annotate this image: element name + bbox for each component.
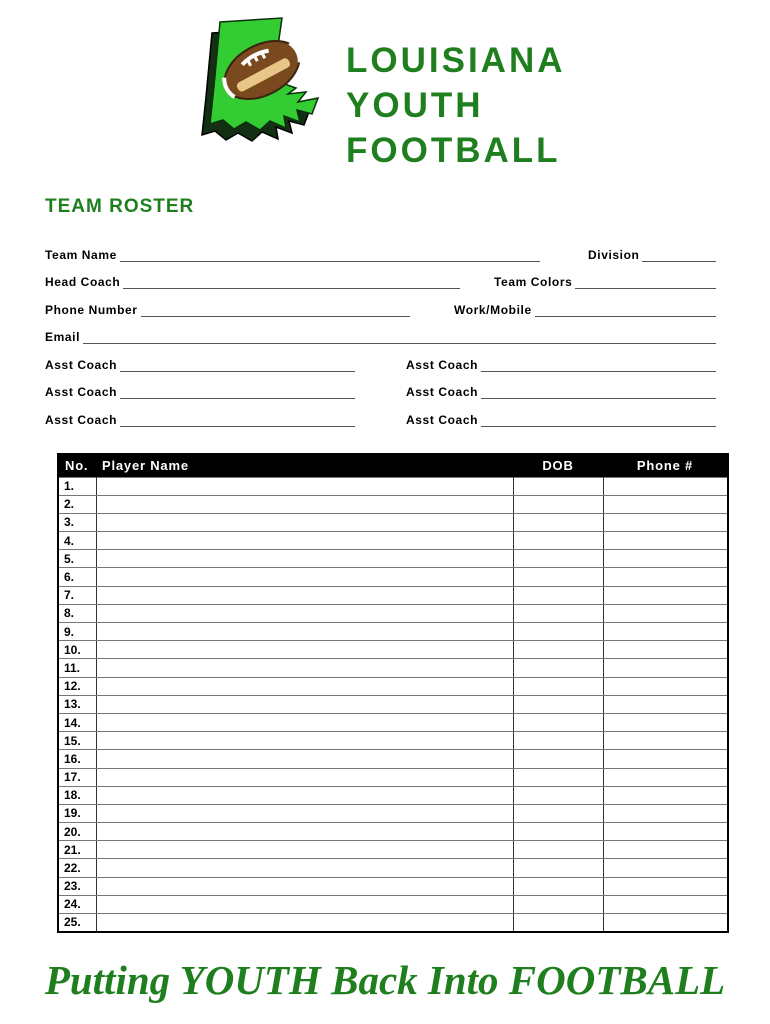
row-number-cell: 1.: [58, 477, 96, 495]
division-input[interactable]: [642, 249, 716, 262]
email-label: Email: [45, 330, 81, 344]
phone-cell[interactable]: [603, 713, 728, 731]
player-name-cell[interactable]: [96, 586, 513, 604]
team-name-field: [45, 248, 540, 262]
dob-cell[interactable]: [513, 786, 603, 804]
asst-coach-2-label: Asst Coach: [406, 357, 479, 372]
org-name: [346, 14, 566, 179]
table-row: [58, 623, 728, 641]
asst-coach-1-input[interactable]: [120, 359, 355, 372]
row-number-cell: 18.: [58, 786, 96, 804]
phone-cell[interactable]: [603, 495, 728, 513]
phone-cell[interactable]: [603, 623, 728, 641]
player-name-cell[interactable]: [96, 804, 513, 822]
email-input[interactable]: [83, 331, 716, 344]
table-row: [58, 877, 728, 895]
asst-coach-6-label: Asst Coach: [406, 412, 479, 427]
player-name-cell[interactable]: [96, 604, 513, 622]
phone-cell[interactable]: [603, 877, 728, 895]
form-row-1: [45, 234, 716, 262]
asst-coach-3-field: [45, 385, 355, 399]
head-coach-label: Head Coach: [45, 275, 121, 289]
player-name-cell[interactable]: [96, 859, 513, 877]
asst-coach-5-label: Asst Coach: [45, 412, 118, 427]
dob-cell[interactable]: [513, 477, 603, 495]
table-row: [58, 786, 728, 804]
dob-cell[interactable]: [513, 914, 603, 932]
table-row: [58, 586, 728, 604]
work-mobile-label: Work/Mobile: [454, 302, 532, 317]
player-name-cell[interactable]: [96, 513, 513, 531]
asst-coach-1-field: [45, 358, 355, 372]
row-number-cell: 17.: [58, 768, 96, 786]
dob-cell[interactable]: [513, 659, 603, 677]
player-name-cell[interactable]: [96, 768, 513, 786]
asst-coach-4-label: Asst Coach: [406, 385, 479, 399]
louisiana-state-football-icon: [196, 14, 336, 179]
asst-coach-2-field: [406, 358, 716, 372]
division-label: Division: [588, 247, 640, 262]
asst-coach-1-label: Asst Coach: [45, 357, 118, 372]
row-number-cell: 19.: [58, 804, 96, 822]
row-number-cell: 16.: [58, 750, 96, 768]
dob-cell[interactable]: [513, 623, 603, 641]
row-number-cell: 11.: [58, 659, 96, 677]
dob-cell[interactable]: [513, 695, 603, 713]
table-row: [58, 641, 728, 659]
table-row: [58, 804, 728, 822]
form-row-3: [45, 289, 716, 317]
team-colors-input[interactable]: [575, 276, 716, 289]
phone-cell[interactable]: [603, 659, 728, 677]
head-coach-field: [45, 275, 460, 289]
phone-cell[interactable]: [603, 841, 728, 859]
team-name-input[interactable]: [120, 249, 540, 262]
player-name-cell[interactable]: [96, 786, 513, 804]
row-number-cell: 2.: [58, 495, 96, 513]
asst-coach-5-field: [45, 413, 355, 427]
page-title: TEAM ROSTER: [45, 196, 195, 217]
phone-cell[interactable]: [603, 804, 728, 822]
table-row: [58, 713, 728, 731]
row-number-cell: 4.: [58, 532, 96, 550]
player-name-cell[interactable]: [96, 713, 513, 731]
dob-cell[interactable]: [513, 586, 603, 604]
row-number-cell: 8.: [58, 604, 96, 622]
phone-cell[interactable]: [603, 823, 728, 841]
row-number-cell: 6.: [58, 568, 96, 586]
column-header-dob: DOB: [513, 454, 603, 477]
row-number-cell: 24.: [58, 895, 96, 913]
row-number-cell: 25.: [58, 914, 96, 932]
dob-cell[interactable]: [513, 513, 603, 531]
dob-cell[interactable]: [513, 550, 603, 568]
org-name-line2: YOUTH: [346, 86, 484, 125]
table-row: [58, 659, 728, 677]
dob-cell[interactable]: [513, 895, 603, 913]
dob-cell[interactable]: [513, 532, 603, 550]
column-header-player-name: Player Name: [96, 454, 513, 477]
dob-cell[interactable]: [513, 841, 603, 859]
row-number-cell: 23.: [58, 877, 96, 895]
player-name-cell[interactable]: [96, 659, 513, 677]
player-name-cell[interactable]: [96, 641, 513, 659]
row-number-cell: 12.: [58, 677, 96, 695]
asst-coach-4-field: [406, 385, 716, 399]
asst-coach-2-input[interactable]: [481, 359, 716, 372]
dob-cell[interactable]: [513, 568, 603, 586]
table-row: [58, 568, 728, 586]
row-number-cell: 5.: [58, 550, 96, 568]
org-logo: [196, 14, 566, 179]
phone-cell[interactable]: [603, 695, 728, 713]
phone-cell[interactable]: [603, 732, 728, 750]
row-number-cell: 15.: [58, 732, 96, 750]
table-row: [58, 732, 728, 750]
table-row: [58, 550, 728, 568]
table-row: [58, 513, 728, 531]
row-number-cell: 22.: [58, 859, 96, 877]
player-name-cell[interactable]: [96, 732, 513, 750]
player-name-cell[interactable]: [96, 677, 513, 695]
division-field: [588, 248, 716, 262]
phone-cell[interactable]: [603, 914, 728, 932]
player-name-cell[interactable]: [96, 750, 513, 768]
phone-cell[interactable]: [603, 513, 728, 531]
dob-cell[interactable]: [513, 859, 603, 877]
row-number-cell: 14.: [58, 713, 96, 731]
head-coach-input[interactable]: [123, 276, 460, 289]
dob-cell[interactable]: [513, 641, 603, 659]
asst-coach-5-input[interactable]: [120, 414, 355, 427]
asst-coach-3-label: Asst Coach: [45, 385, 118, 399]
row-number-cell: 21.: [58, 841, 96, 859]
org-name-line1: LOUISIANA: [346, 41, 566, 80]
table-row: [58, 823, 728, 841]
row-number-cell: 13.: [58, 695, 96, 713]
asst-coach-6-input[interactable]: [481, 414, 716, 427]
dob-cell[interactable]: [513, 823, 603, 841]
dob-cell[interactable]: [513, 604, 603, 622]
table-row: [58, 604, 728, 622]
phone-cell[interactable]: [603, 604, 728, 622]
player-name-cell[interactable]: [96, 823, 513, 841]
row-number-cell: 3.: [58, 513, 96, 531]
row-number-cell: 20.: [58, 823, 96, 841]
asst-coach-4-input[interactable]: [481, 386, 716, 399]
phone-number-field: [45, 303, 410, 317]
table-row: [58, 677, 728, 695]
form-row-5: [45, 344, 716, 372]
work-mobile-field: [454, 303, 716, 317]
player-name-cell[interactable]: [96, 914, 513, 932]
team-info-form: [45, 234, 716, 427]
dob-cell[interactable]: [513, 877, 603, 895]
player-name-cell[interactable]: [96, 895, 513, 913]
team-colors-field: [494, 275, 716, 289]
roster-table: [57, 453, 729, 933]
column-header-no: No.: [58, 454, 96, 477]
player-name-cell[interactable]: [96, 695, 513, 713]
phone-cell[interactable]: [603, 768, 728, 786]
email-field: [45, 330, 716, 344]
row-number-cell: 9.: [58, 623, 96, 641]
phone-cell[interactable]: [603, 477, 728, 495]
player-name-cell[interactable]: [96, 495, 513, 513]
table-row: [58, 495, 728, 513]
asst-coach-6-field: [406, 413, 716, 427]
form-row-6: [45, 372, 716, 400]
phone-cell[interactable]: [603, 532, 728, 550]
phone-cell[interactable]: [603, 568, 728, 586]
table-row: [58, 532, 728, 550]
roster-table-head-row: [58, 454, 728, 477]
phone-cell[interactable]: [603, 677, 728, 695]
player-name-cell[interactable]: [96, 532, 513, 550]
player-name-cell[interactable]: [96, 623, 513, 641]
team-name-label: Team Name: [45, 247, 117, 262]
work-mobile-input[interactable]: [535, 304, 716, 317]
table-row: [58, 695, 728, 713]
phone-cell[interactable]: [603, 786, 728, 804]
player-name-cell[interactable]: [96, 550, 513, 568]
dob-cell[interactable]: [513, 713, 603, 731]
player-name-cell[interactable]: [96, 568, 513, 586]
footer-tagline: Putting YOUTH Back Into FOOTBALL: [44, 957, 726, 1003]
phone-cell[interactable]: [603, 895, 728, 913]
row-number-cell: 10.: [58, 641, 96, 659]
row-number-cell: 7.: [58, 586, 96, 604]
dob-cell[interactable]: [513, 804, 603, 822]
player-name-cell[interactable]: [96, 841, 513, 859]
column-header-phone: Phone #: [603, 454, 728, 477]
player-name-cell[interactable]: [96, 877, 513, 895]
phone-cell[interactable]: [603, 859, 728, 877]
form-row-2: [45, 262, 716, 290]
dob-cell[interactable]: [513, 768, 603, 786]
table-row: [58, 914, 728, 932]
table-row: [58, 768, 728, 786]
asst-coach-3-input[interactable]: [120, 386, 355, 399]
table-row: [58, 895, 728, 913]
table-row: [58, 750, 728, 768]
org-name-line3: FOOTBALL: [346, 131, 561, 170]
form-row-7: [45, 399, 716, 427]
dob-cell[interactable]: [513, 677, 603, 695]
phone-cell[interactable]: [603, 641, 728, 659]
phone-cell[interactable]: [603, 550, 728, 568]
phone-number-label: Phone Number: [45, 302, 138, 317]
dob-cell[interactable]: [513, 750, 603, 768]
table-row: [58, 477, 728, 495]
phone-cell[interactable]: [603, 586, 728, 604]
phone-cell[interactable]: [603, 750, 728, 768]
form-row-4: [45, 317, 716, 345]
dob-cell[interactable]: [513, 732, 603, 750]
table-row: [58, 859, 728, 877]
table-row: [58, 841, 728, 859]
player-name-cell[interactable]: [96, 477, 513, 495]
team-colors-label: Team Colors: [494, 275, 573, 289]
dob-cell[interactable]: [513, 495, 603, 513]
phone-number-input[interactable]: [141, 304, 410, 317]
